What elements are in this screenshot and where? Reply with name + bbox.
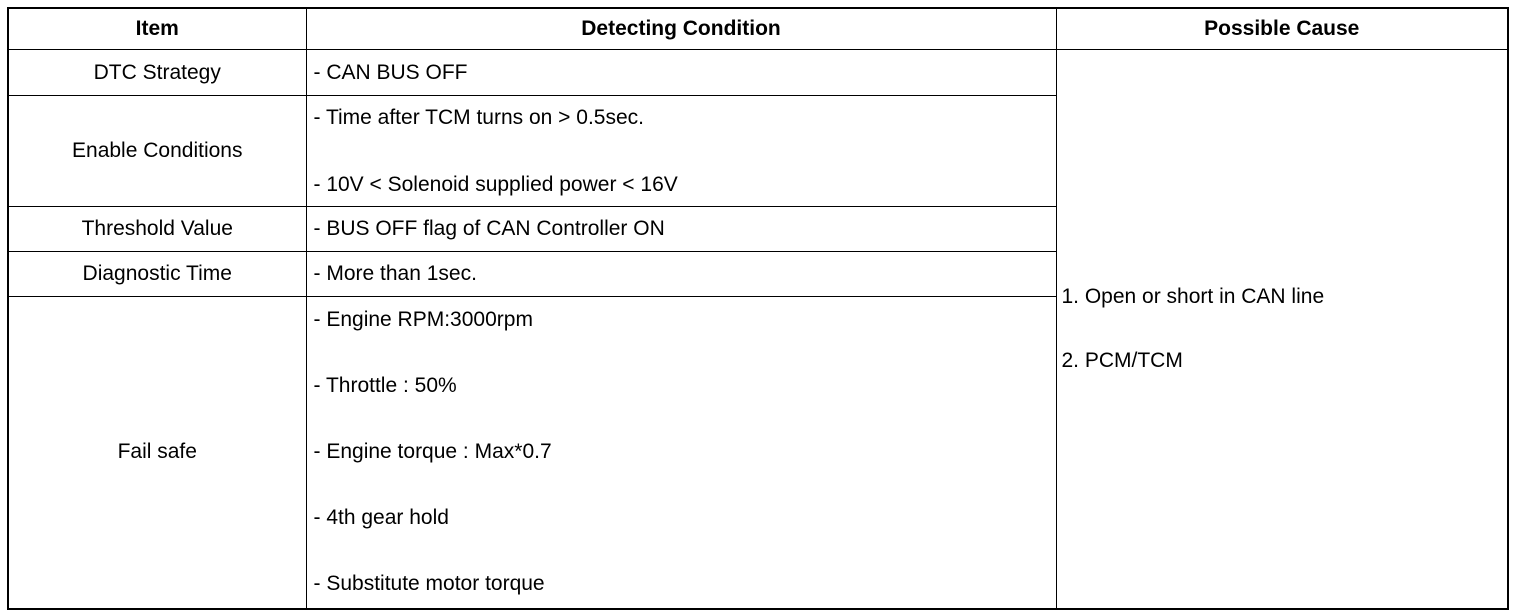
condition-cell [306, 297, 1056, 609]
condition-line: - Throttle : 50% [313, 374, 457, 398]
item-cell: Threshold Value [8, 207, 306, 252]
condition-line: - Time after TCM turns on > 0.5sec. [313, 105, 644, 129]
header-item: Item [8, 8, 306, 50]
condition-cell [306, 96, 1056, 207]
header-possible-cause: Possible Cause [1056, 8, 1508, 50]
condition-line: - More than 1sec. [313, 262, 477, 285]
dtc-table [7, 7, 1509, 610]
cause-line: 2. PCM/TCM [1061, 348, 1183, 372]
condition-line: - Substitute motor torque [313, 572, 545, 596]
header-row [8, 8, 1508, 50]
item-cell: Enable Conditions [8, 96, 306, 207]
cause-line: 1. Open or short in CAN line [1061, 284, 1325, 308]
condition-line: - 4th gear hold [313, 506, 449, 530]
condition-line: - BUS OFF flag of CAN Controller ON [313, 217, 665, 240]
item-cell: Fail safe [8, 297, 306, 609]
condition-line: - Engine torque : Max*0.7 [313, 440, 552, 464]
condition-cell [306, 252, 1056, 297]
condition-line: - 10V < Solenoid supplied power < 16V [313, 172, 678, 196]
condition-line: - CAN BUS OFF [313, 60, 468, 84]
header-detecting-condition: Detecting Condition [306, 8, 1056, 50]
possible-cause-cell [1056, 50, 1508, 609]
condition-line: - Engine RPM:3000rpm [313, 308, 533, 332]
table-row [8, 50, 1508, 96]
condition-cell [306, 207, 1056, 252]
item-cell: Diagnostic Time [8, 252, 306, 297]
item-cell: DTC Strategy [8, 50, 306, 96]
condition-cell [306, 50, 1056, 96]
